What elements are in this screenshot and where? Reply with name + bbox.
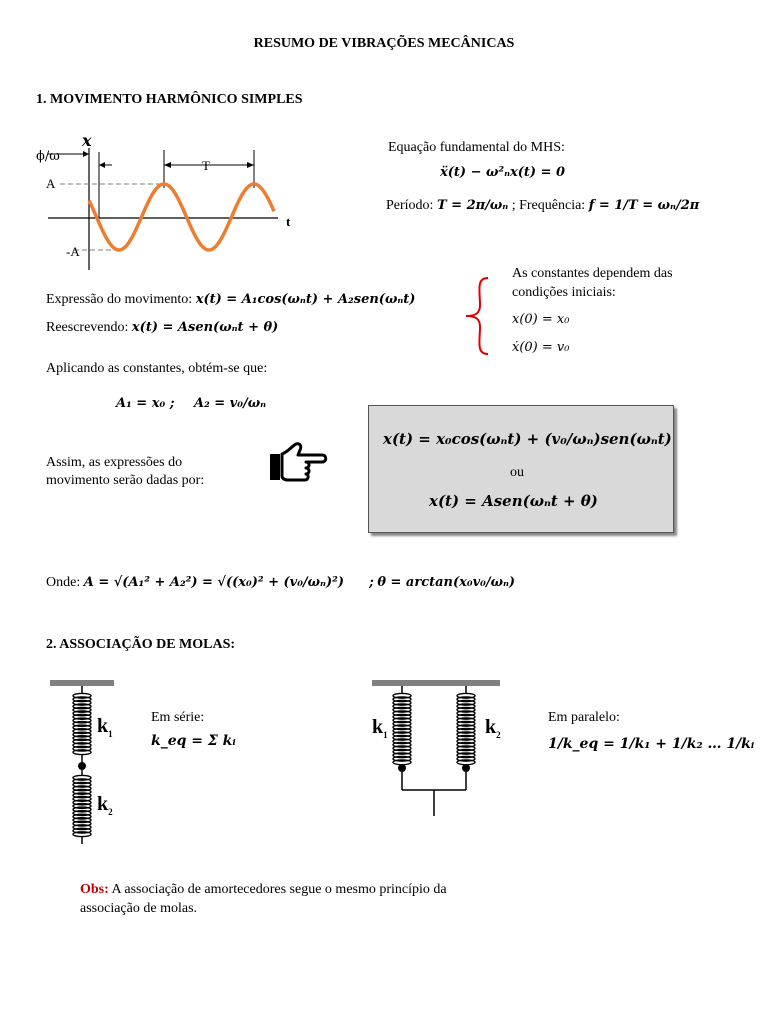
constants-note-line1: As constantes dependem das: [512, 266, 673, 281]
graph-t-label: t: [286, 214, 291, 229]
periodo-eq: T = 2π/ωₙ: [436, 198, 509, 213]
series-k2-letter: k: [97, 793, 109, 815]
assim-line2: movimento serão dadas por:: [46, 473, 205, 488]
obs-line2: associação de molas.: [80, 901, 198, 916]
box-ou: ou: [510, 465, 524, 480]
section-1-heading: 1. MOVIMENTO HARMÔNICO SIMPLES: [36, 92, 303, 107]
spring-k2-parallel: [457, 693, 475, 764]
curly-brace: [458, 275, 498, 357]
mhs-fundamental-eq: ẍ(t) − ω²ₙx(t) = 0: [440, 165, 566, 180]
series-k1-label: [97, 715, 113, 739]
graph-phi-label: ϕ/ω: [36, 149, 60, 164]
obs-label: Obs:: [80, 882, 109, 897]
onde-label: Onde:: [46, 575, 81, 590]
initial-condition-x: x(0) = x₀: [512, 312, 570, 327]
series-k1-letter: k: [97, 715, 109, 737]
parallel-k1-letter: k: [372, 716, 384, 738]
spring-k1-parallel: [393, 693, 411, 764]
series-springs-diagram: [46, 676, 126, 846]
box-eq-1: x(t) = x₀cos(ωₙt) + (v₀/ωₙ)sen(ωₙt): [383, 430, 672, 448]
onde-separator: ;: [369, 575, 374, 590]
series-k2-label: [97, 793, 113, 817]
graph-period-label: T: [202, 158, 210, 173]
graph-neg-a-label: -A: [66, 244, 80, 259]
graph-x-label: x: [82, 131, 92, 150]
serie-eq: k_eq = Σ kᵢ: [151, 733, 236, 749]
paralelo-label: Em paralelo:: [548, 710, 620, 725]
parallel-k2-sub: 2: [496, 730, 501, 740]
parallel-k1-sub: 1: [383, 730, 388, 740]
expr-label-2: Reescrevendo:: [46, 320, 129, 335]
parallel-k1-label: [372, 716, 388, 740]
spring-k1: [73, 693, 91, 754]
graph-a-label: A: [46, 176, 56, 191]
periodo-row: [386, 196, 699, 215]
parallel-springs-diagram: [366, 676, 506, 826]
theta-eq: θ = arctan(x₀v₀/ωₙ): [377, 575, 516, 590]
paralelo-eq: 1/k_eq = 1/k₁ + 1/k₂ … 1/kᵢ: [548, 736, 755, 752]
series-k1-sub: 1: [108, 729, 113, 739]
sine-curve: [89, 184, 274, 250]
parallel-k2-letter: k: [485, 716, 497, 738]
expr-eq-1: x(t) = A₁cos(ωₙt) + A₂sen(ωₙt): [195, 292, 416, 307]
sine-graph: [34, 130, 304, 275]
page-title: RESUMO DE VIBRAÇÕES MECÂNICAS: [253, 36, 515, 51]
expr-row-2: [46, 318, 278, 337]
obs-text1: A associação de amortecedores segue o mesmo princípio da: [108, 882, 447, 897]
series-k2-sub: 2: [108, 807, 113, 817]
expr-eq-2: x(t) = Asen(ωₙt + θ): [131, 320, 279, 335]
result-box: [368, 405, 674, 533]
apply-constants-text: Aplicando as constantes, obtém-se que:: [46, 361, 268, 376]
parallel-k2-label: [485, 716, 501, 740]
onde-row: [46, 573, 515, 592]
spring-k2: [73, 775, 91, 836]
expr-row-1: [46, 290, 415, 309]
a1-eq: A₁ = x₀ ;: [116, 396, 175, 411]
initial-condition-v: ẋ(0) = v₀: [512, 340, 570, 355]
pointing-hand-icon: [266, 440, 328, 492]
mhs-eq-title: Equação fundamental do MHS:: [388, 140, 565, 155]
amplitude-eq: A = √(A₁² + A₂²) = √((x₀)² + (v₀/ωₙ)²): [83, 575, 344, 590]
obs-line1: [80, 880, 447, 899]
periodo-label: Período:: [386, 198, 434, 213]
section-2-heading: 2. ASSOCIAÇÃO DE MOLAS:: [46, 637, 236, 652]
expr-label-1: Expressão do movimento:: [46, 292, 193, 307]
box-eq-2: x(t) = Asen(ωₙt + θ): [429, 492, 598, 510]
assim-line1: Assim, as expressões do: [46, 455, 183, 470]
a2-eq: A₂ = v₀/ωₙ: [194, 396, 267, 411]
constants-note-line2: condições iniciais:: [512, 285, 616, 300]
serie-label: Em série:: [151, 710, 205, 725]
frequencia-eq: f = 1/T = ωₙ/2π: [588, 198, 700, 213]
frequencia-label: ; Frequência:: [511, 198, 586, 213]
